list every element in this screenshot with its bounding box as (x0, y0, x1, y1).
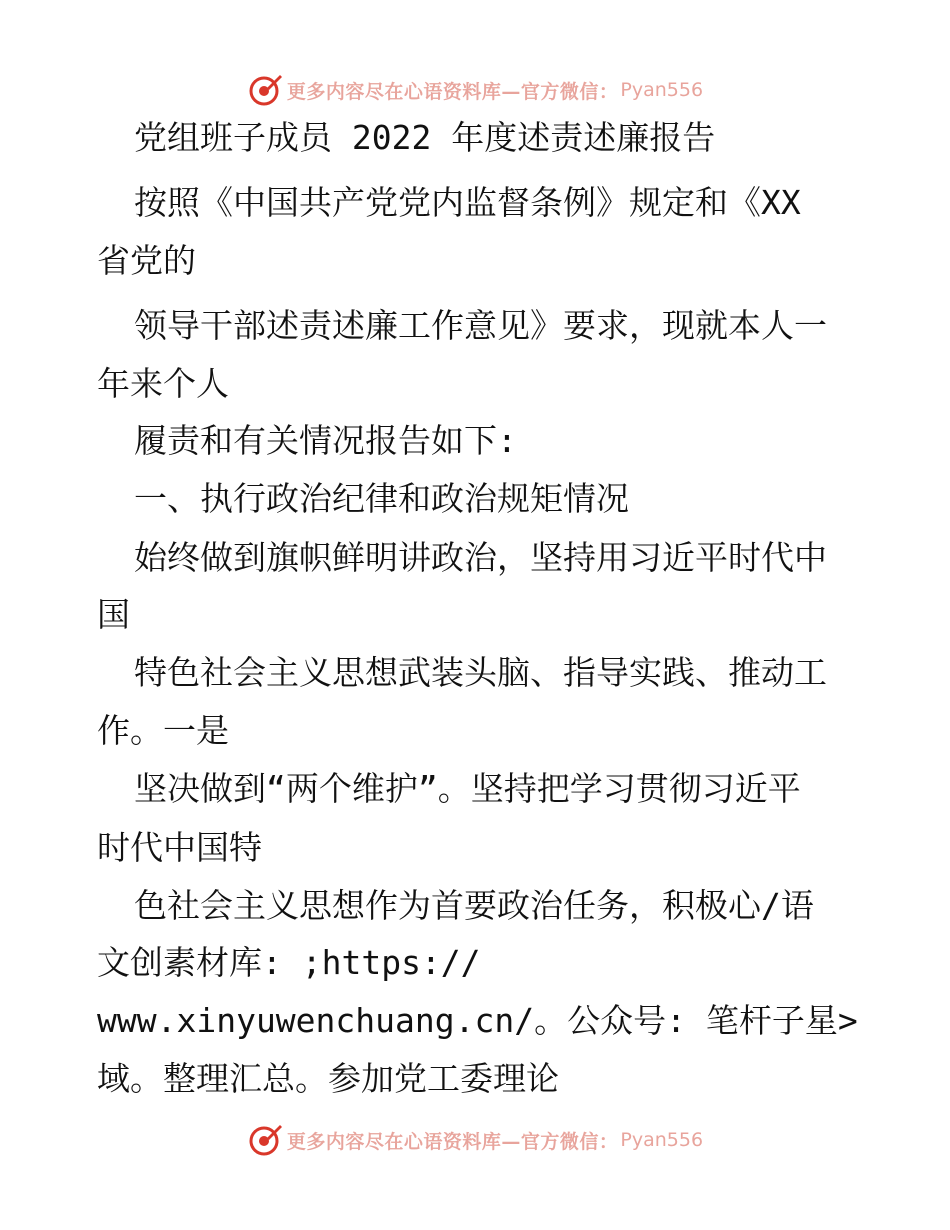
paragraph-line: 作。一是 (97, 711, 229, 750)
watermark-wechat-id: Pyan556 (620, 79, 704, 101)
paragraph-line: 文创素材库: ;https:// (97, 943, 481, 982)
paragraph-line: 时代中国特 (97, 828, 262, 867)
pen-logo-icon (247, 72, 283, 108)
pen-logo-icon (247, 1122, 283, 1158)
watermark-text: 更多内容尽在心语资料库—官方微信： (286, 1130, 619, 1153)
paragraph-line: 年来个人 (97, 364, 229, 403)
paragraph-line: 履责和有关情况报告如下: (134, 421, 517, 460)
paragraph-line: 域。整理汇总。参加党工委理论 (97, 1059, 559, 1098)
paragraph-line: 特色社会主义思想武装头脑、指导实践、推动工 (134, 653, 827, 692)
paragraph-line: www.xinyuwenchuang.cn/。公众号: 笔杆子星> (97, 1001, 858, 1040)
paragraph-line: 始终做到旗帜鲜明讲政治，坚持用习近平时代中 (134, 538, 827, 577)
watermark-text: 更多内容尽在心语资料库—官方微信： (286, 80, 619, 103)
paragraph-line: 省党的 (97, 241, 196, 280)
document-title: 党组班子成员 2022 年度述责述廉报告 (134, 118, 716, 157)
paragraph-line: 国 (97, 595, 130, 634)
watermark-banner-bottom (0, 1120, 950, 1160)
paragraph-line: 领导干部述责述廉工作意见》要求，现就本人一 (134, 306, 827, 345)
paragraph-line: 按照《中国共产党党内监督条例》规定和《XX (134, 183, 801, 222)
section-heading: 一、执行政治纪律和政治规矩情况 (134, 479, 629, 518)
watermark-banner-top (0, 70, 950, 110)
paragraph-line: 坚决做到“两个维护”。坚持把学习贯彻习近平 (134, 769, 801, 808)
paragraph-line: 色社会主义思想作为首要政治任务，积极心/语 (134, 886, 814, 925)
watermark-wechat-id: Pyan556 (620, 1129, 704, 1151)
